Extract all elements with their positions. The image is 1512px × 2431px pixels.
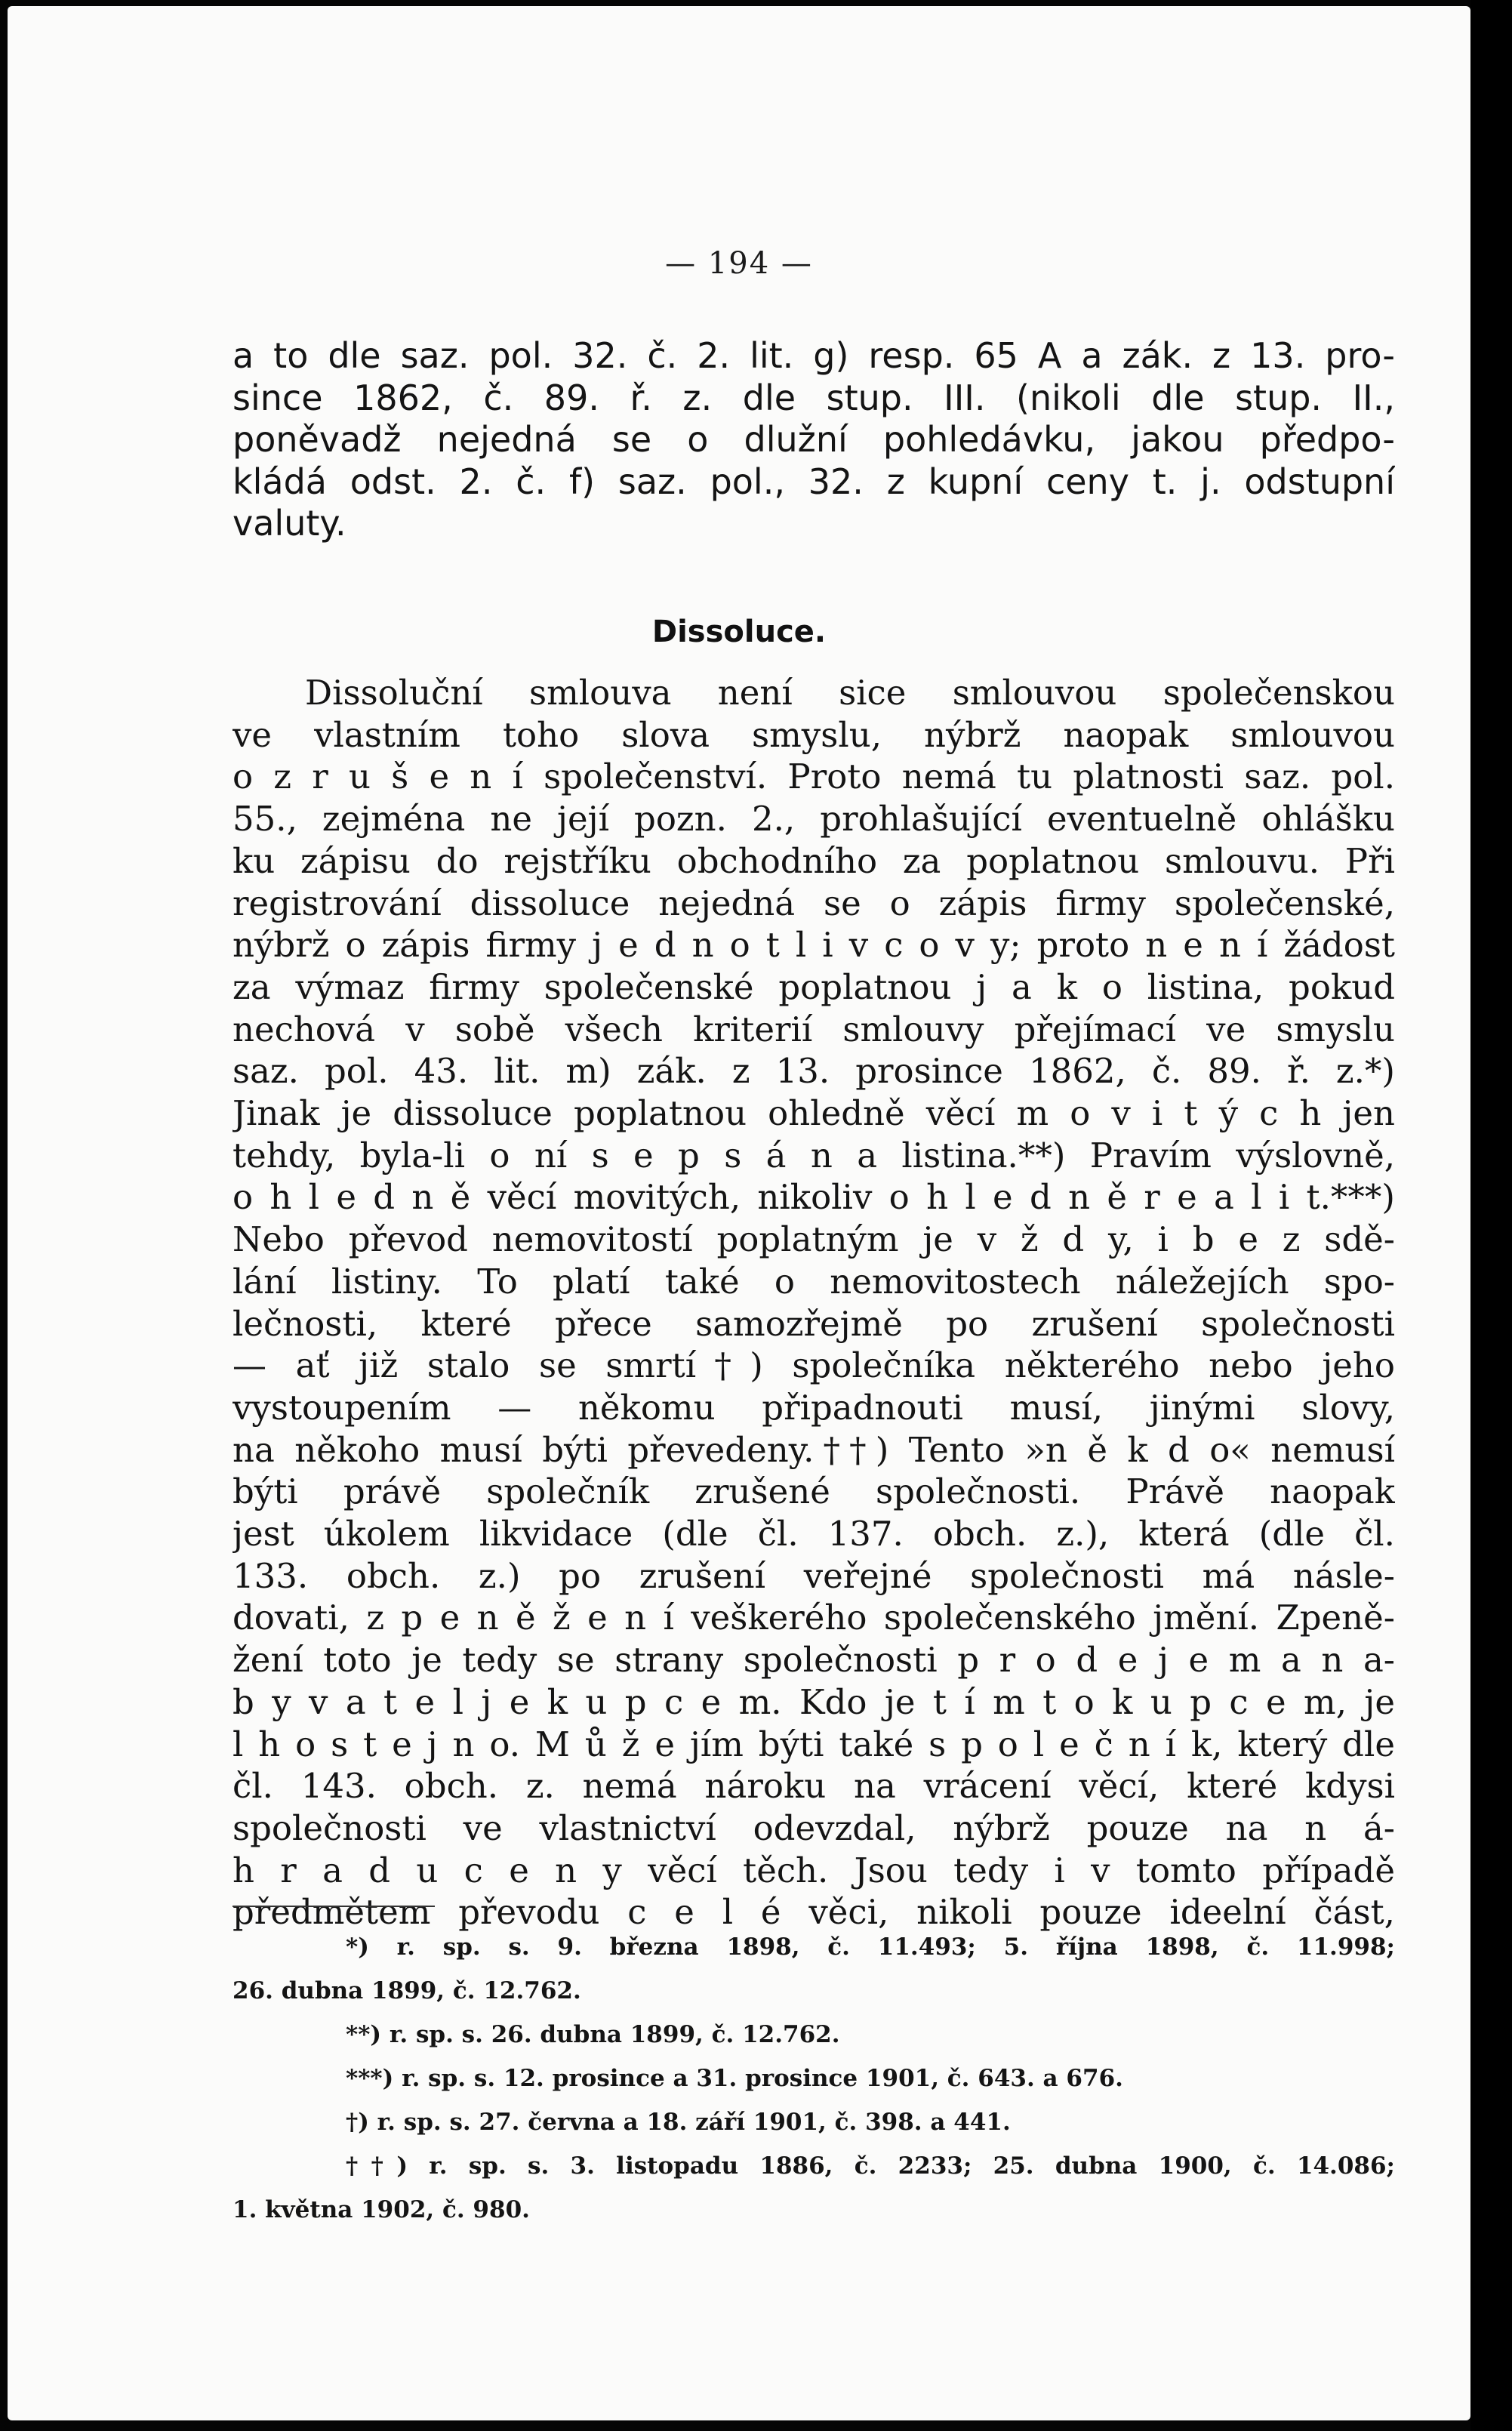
- text-line: nechová v sobě všech kriterií smlouvy přejímací ve smyslu: [232, 1009, 1395, 1049]
- text-line: — ať již stalo se smrtí†) společníka některého nebo jeho: [232, 1345, 1395, 1386]
- text-line: valuty.: [232, 503, 346, 544]
- text-line: tehdy, byla-li o ní s e p s á n a listina.**) Pravím výslovně,: [232, 1135, 1395, 1175]
- text-line: l h o s t e j n o. M ů ž e jím býti také s p o l e č n í k, který dle: [232, 1724, 1395, 1764]
- text-line: saz. pol. 43. lit. m) zák. z 13. prosince 1862, č. 89. ř. z.*): [232, 1051, 1395, 1092]
- footnote-line: 26. dubna 1899, č. 12.762.: [232, 1977, 581, 2004]
- text-line: kládá odst. 2. č. f) saz. pol., 32. z kupní ceny t. j. odstupní: [232, 461, 1395, 502]
- text-line: poněvadž nejedná se o dlužní pohledávku, jakou předpo-: [232, 419, 1395, 461]
- text-line: o z r u š e n í společenství. Proto nemá tu platnosti saz. pol.: [232, 756, 1395, 797]
- text-line: a to dle saz. pol. 32. č. 2. lit. g) resp. 65 A a zák. z 13. pro-: [232, 335, 1395, 376]
- text-line: 55., zejména ne její pozn. 2., prohlašující eventuelně ohlášku: [232, 799, 1395, 840]
- text-line: vystoupením — někomu připadnouti musí, jinými slovy,: [232, 1387, 1395, 1428]
- text-line: lání listiny. To platí také o nemovitostech náležejích spo-: [232, 1261, 1395, 1302]
- scan-edge: [1470, 0, 1512, 2431]
- footnote-line: †) r. sp. s. 27. června a 18. září 1901, č. 398. a 441.: [346, 2109, 1011, 2136]
- text-line: Nebo převod nemovitostí poplatným je v ž d y, i b e z sdě-: [232, 1219, 1395, 1260]
- text-line: Jinak je dissoluce poplatnou ohledně věcí m o v i t ý c h jen: [232, 1093, 1395, 1134]
- text-line: dovati, z p e n ě ž e n í veškerého společenského jmění. Zpeně-: [232, 1598, 1395, 1638]
- text-line: registrování dissoluce nejedná se o zápis firmy společenské,: [232, 883, 1395, 923]
- text-line: předmětem převodu c e l é věci, nikoli pouze ideelní část,: [232, 1892, 1395, 1933]
- footnote-separator: [232, 1906, 435, 1907]
- text-line: žení toto je tedy se strany společnosti p r o d e j e m a n a-: [232, 1640, 1395, 1681]
- text-line: za výmaz firmy společenské poplatnou j a k o listina, pokud: [232, 966, 1395, 1007]
- text-line: h r a d u c e n y věcí těch. Jsou tedy i v tomto případě: [232, 1850, 1395, 1890]
- text-line: čl. 143. obch. z. nemá nároku na vrácení věcí, které kdysi: [232, 1766, 1395, 1807]
- text-line: společnosti ve vlastnictví odevzdal, nýbrž pouze na n á-: [232, 1807, 1395, 1848]
- footnote-line: 1. května 1902, č. 980.: [232, 2196, 530, 2223]
- intro-paragraph: [232, 335, 1395, 545]
- text-line: Dissoluční smlouva není sice smlouvou společenskou: [305, 673, 1395, 713]
- text-line: since 1862, č. 89. ř. z. dle stup. III. (nikoli dle stup. II.,: [232, 377, 1395, 418]
- text-line: 133. obch. z.) po zrušení veřejné společnosti má násle-: [232, 1555, 1395, 1596]
- text-line: ku zápisu do rejstříku obchodního za poplatnou smlouvu. Při: [232, 840, 1395, 881]
- footnote-line: ***) r. sp. s. 12. prosince a 31. prosince 1901, č. 643. a 676.: [346, 2065, 1123, 2092]
- text-line: nýbrž o zápis firmy j e d n o t l i v c o v y; proto n e n í žádost: [232, 925, 1395, 966]
- footnotes: [232, 1925, 1395, 2232]
- text-line: na někoho musí býti převedeny.††) Tento »n ě k d o« nemusí: [232, 1429, 1395, 1470]
- text-line: býti právě společník zrušené společnosti. Právě naopak: [232, 1471, 1395, 1512]
- text-line: ve vlastním toho slova smyslu, nýbrž naopak smlouvou: [232, 714, 1395, 755]
- main-paragraph: [232, 672, 1395, 1933]
- text-line: jest úkolem likvidace (dle čl. 137. obch. z.), která (dle čl.: [232, 1514, 1395, 1554]
- footnote-line: **) r. sp. s. 26. dubna 1899, č. 12.762.: [346, 2021, 840, 2048]
- footnote-line: *) r. sp. s. 9. března 1898, č. 11.493; 5. října 1898, č. 11.998;: [346, 1933, 1395, 1961]
- text-line: o h l e d n ě věcí movitých, nikoliv o h l e d n ě r e a l i t.***): [232, 1177, 1395, 1218]
- page-number: — 194 —: [665, 246, 813, 281]
- section-heading: Dissoluce.: [651, 615, 827, 649]
- footnote-line: ††) r. sp. s. 3. listopadu 1886, č. 2233; 25. dubna 1900, č. 14.086;: [346, 2152, 1395, 2180]
- text-line: b y v a t e l j e k u p c e m. Kdo je t í m t o k u p c e m, je: [232, 1681, 1395, 1722]
- text-line: lečnosti, které přece samozřejmě po zrušení společnosti: [232, 1303, 1395, 1344]
- book-page: [8, 6, 1470, 2420]
